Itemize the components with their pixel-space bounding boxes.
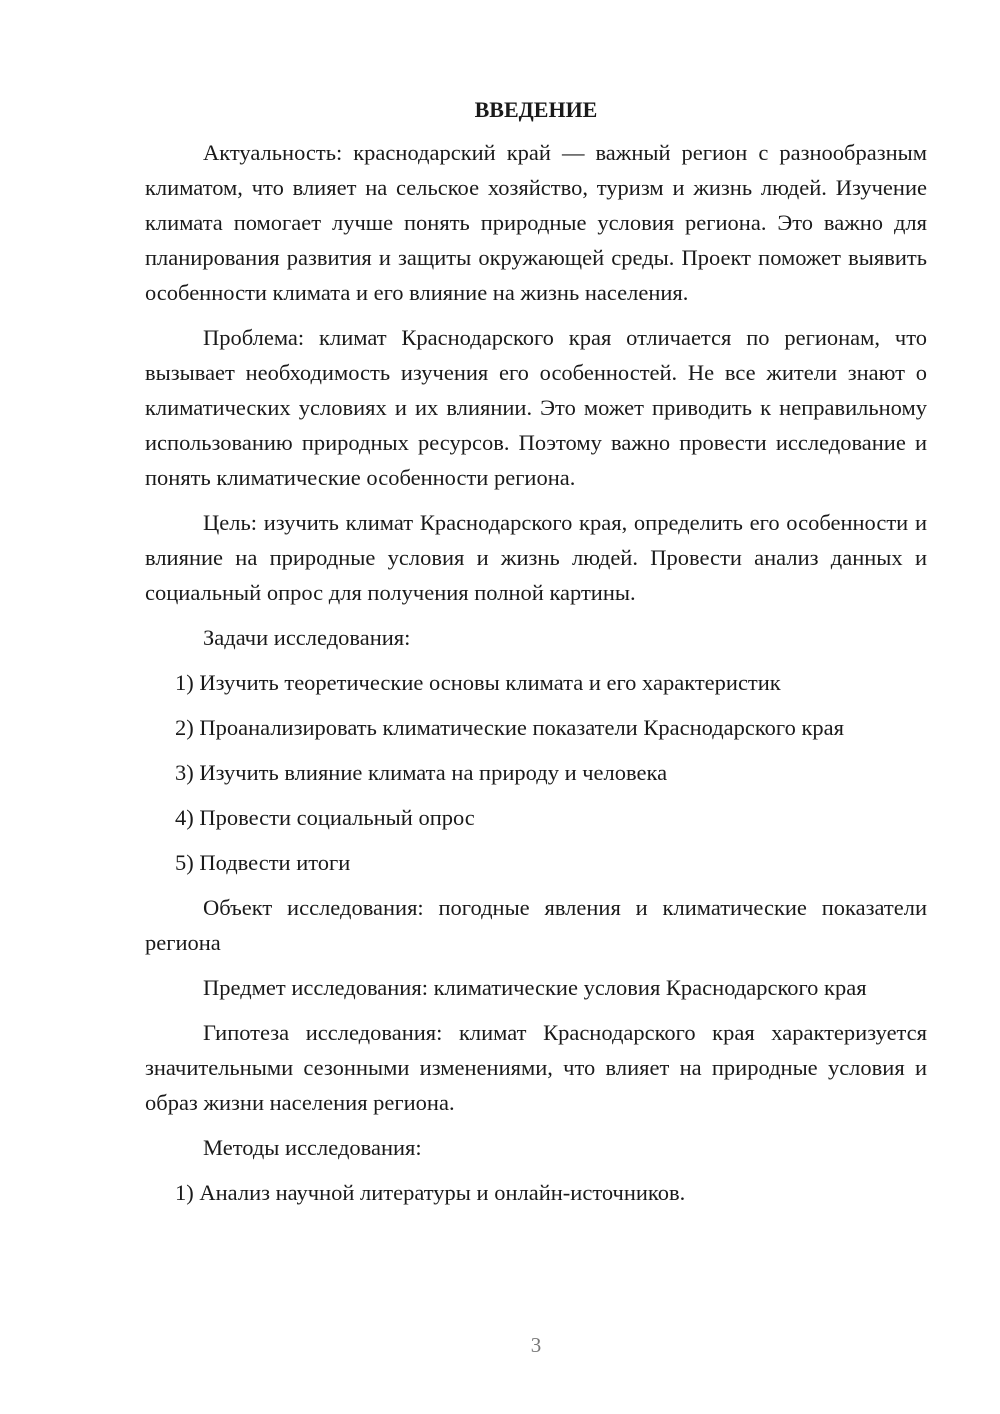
list-item-task-2: 2) Проанализировать климатические показатели Краснодарского края — [175, 715, 844, 740]
list-item-task-1: 1) Изучить теоретические основы климата и его характеристик — [175, 670, 781, 695]
paragraph-problem: Проблема: климат Краснодарского края отличается по регионам, что вызывает необходимость изучения его особенностей. Не все жители знают о климатических условиях и их влиянии. Это может приводить к неправильному использованию природных ресурсов. Поэтому важно провести исследование и понять климатические особенности региона. — [145, 325, 927, 490]
list-item-task-3: 3) Изучить влияние климата на природу и человека — [175, 760, 668, 785]
list-item-method-1: 1) Анализ научной литературы и онлайн-источников. — [175, 1180, 686, 1205]
paragraph-relevance: Актуальность: краснодарский край — важный регион с разнообразным климатом, что влияет на сельское хозяйство, туризм и жизнь людей. Изучение климата помогает лучше понять природные условия региона. Это важно для планирования развития и защиты окружающей среды. Проект поможет выявить особенности климата и его влияние на жизнь населения. — [145, 140, 927, 305]
page-title: ВВЕДЕНИЕ — [474, 97, 598, 122]
paragraph-object: Объект исследования: погодные явления и климатические показатели региона — [145, 895, 927, 955]
paragraph-goal: Цель: изучить климат Краснодарского края, определить его особенности и влияние на природные условия и жизнь людей. Провести анализ данных и социальный опрос для получения полной картины. — [145, 510, 927, 605]
tasks-heading: Задачи исследования: — [203, 625, 411, 650]
page-number: 3 — [530, 1333, 542, 1357]
document-page — [145, 93, 927, 1220]
list-item-task-4: 4) Провести социальный опрос — [175, 805, 475, 830]
paragraph-hypothesis: Гипотеза исследования: климат Краснодарского края характеризуется значительными сезонными изменениями, что влияет на природные условия и образ жизни населения региона. — [145, 1020, 927, 1115]
list-item-task-5: 5) Подвести итоги — [175, 850, 351, 875]
methods-heading: Методы исследования: — [203, 1135, 422, 1160]
paragraph-subject: Предмет исследования: климатические условия Краснодарского края — [203, 975, 867, 1000]
